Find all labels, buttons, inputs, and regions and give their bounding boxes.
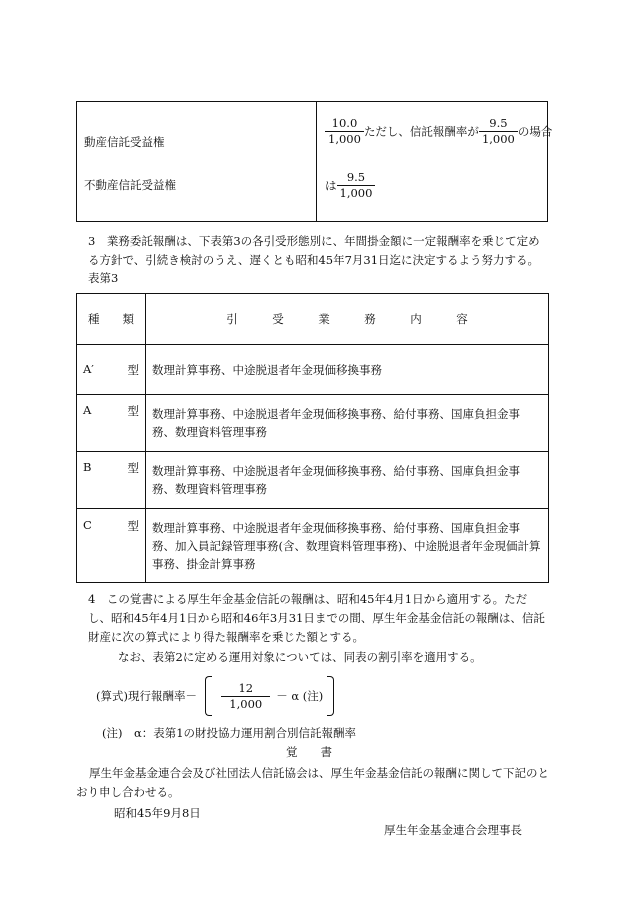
- table-row: A 型 数理計算事務、中途脱退者年金現価移換事務、給付事務、国庫負担金事務、数理資料管理事務: [77, 395, 549, 452]
- memo-title: 覚 書: [286, 745, 332, 759]
- table3: [76, 293, 549, 583]
- memo-signatory: 厚生年金基金連合会理事長: [384, 823, 522, 837]
- proviso-fraction: $\frac{9.5}{1,000}$: [479, 116, 518, 147]
- rate-row-realestate-label: 不動産信託受益権: [84, 178, 176, 192]
- paragraph-4: 4 この覚書による厚生年金基金信託の報酬は、昭和45年4月1日から適用する。ただし、昭和45年4月1日から昭和46年3月31日までの間、厚生年金基金信託の報酬は、信託財産に次の算式により得た報酬率を乗じた額とする。: [88, 592, 545, 644]
- table-row: B 型 数理計算事務、中途脱退者年金現価移換事務、給付事務、国庫負担金事務、数理資料管理事務: [77, 452, 549, 509]
- rate-formula-line1: $\frac{10.0}{1,000}$ ただし、信託報酬率が $\frac{9.5}{1,000}$ の場合: [325, 116, 552, 147]
- table3-header-type: 種 類: [77, 294, 146, 345]
- rate-row-movable-label: 動産信託受益権: [84, 135, 165, 149]
- table3-header-content: 引 受 業 務 内 容: [146, 294, 549, 345]
- rate-formula-line2: は $\frac{9.5}{1,000}$: [325, 170, 375, 201]
- paragraph-3: 3 業務委託報酬は、下表第3の各引受形態別に、年間掛金額に一定報酬率を乗じて定める方針で、引続き検討のうえ、遅くとも昭和45年7月31日迄に決定するよう努力する。: [88, 234, 540, 267]
- formula-fraction: $\frac{12}{1,000}$: [221, 681, 270, 712]
- formula: (算式)現行報酬率－ $\frac{12}{1,000}$ － α (注): [96, 676, 334, 716]
- rate-table: [76, 101, 553, 222]
- footnote: (注) α：表第1の財投協力運用割合別信託報酬率: [102, 726, 357, 740]
- table-row: A′ 型 数理計算事務、中途脱退者年金現価移換事務: [77, 345, 549, 395]
- memo-date: 昭和45年9月8日: [114, 806, 201, 820]
- rate-fraction: $\frac{10.0}{1,000}$: [325, 116, 364, 147]
- table3-caption: 表第3: [88, 271, 119, 285]
- rate-table-divider: [316, 102, 317, 221]
- table-row: C 型 数理計算事務、中途脱退者年金現価移換事務、給付事務、国庫負担金事務、加入員記録管理事務(含、数理資料管理事務)、中途脱退者年金現価計算事務、掛金計算事務: [77, 509, 549, 583]
- memo-body: 厚生年金基金連合会及び社団法人信託協会は、厚生年金基金信託の報酬に関して下記のとおり申し合わせる。: [76, 766, 549, 799]
- table3-header-row: [77, 294, 549, 345]
- bracket-right: [327, 676, 334, 716]
- paragraph-4-note: なお、表第2に定める運用対象については、同表の割引率を適用する。: [118, 650, 482, 664]
- bracket-left: [205, 676, 212, 716]
- ha-fraction: $\frac{9.5}{1,000}$: [337, 170, 376, 201]
